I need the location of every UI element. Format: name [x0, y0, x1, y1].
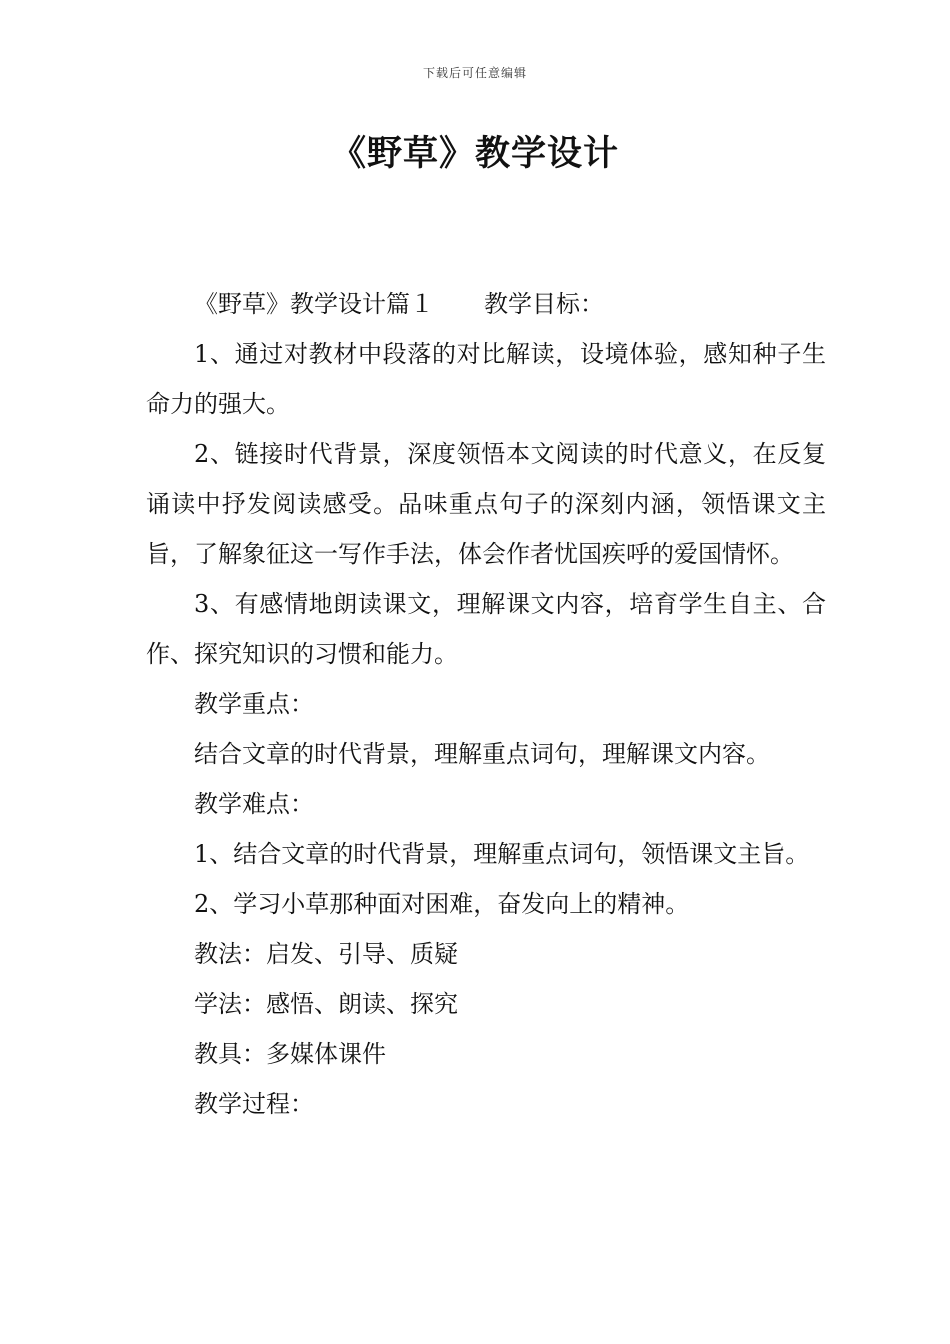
objectives-heading: 教学目标：: [484, 290, 604, 318]
document-body: [146, 279, 826, 1129]
key-points-heading: 教学重点：: [194, 690, 314, 718]
key-points-text: 结合文章的时代背景，理解重点词句，理解课文内容。: [194, 740, 770, 768]
difficulty-2: 2、学习小草那种面对困难，奋发向上的精神。: [194, 890, 690, 918]
paragraph-objective-2: 2、链接时代背景，深度领悟本文阅读的时代意义，在反复诵读中抒发阅读感受。品味重点句子的深刻内涵，领悟课文主旨，了解象征这一写作手法，体会作者忧国疾呼的爱国情怀。: [146, 440, 826, 568]
difficulty-1: 1、结合文章的时代背景，理解重点词句，领悟课文主旨。: [194, 840, 810, 868]
paragraph-objective-1: 1、通过对教材中段落的对比解读，设境体验，感知种子生命力的强大。: [146, 340, 826, 418]
teaching-method: 教法：启发、引导、质疑: [194, 940, 458, 968]
teaching-process-heading: 教学过程：: [194, 1090, 314, 1118]
difficulties-heading: 教学难点：: [194, 790, 314, 818]
learning-method: 学法：感悟、朗读、探究: [194, 990, 458, 1018]
section-heading: 《野草》教学设计篇１: [194, 290, 434, 318]
teaching-aids: 教具：多媒体课件: [194, 1040, 386, 1068]
document-title: 《野草》教学设计: [330, 134, 619, 174]
intro-line: [146, 279, 826, 329]
paragraph-objective-3: 3、有感情地朗读课文，理解课文内容，培育学生自主、合作、探究知识的习惯和能力。: [146, 590, 826, 668]
header-note: 下载后可任意编辑: [422, 66, 527, 80]
